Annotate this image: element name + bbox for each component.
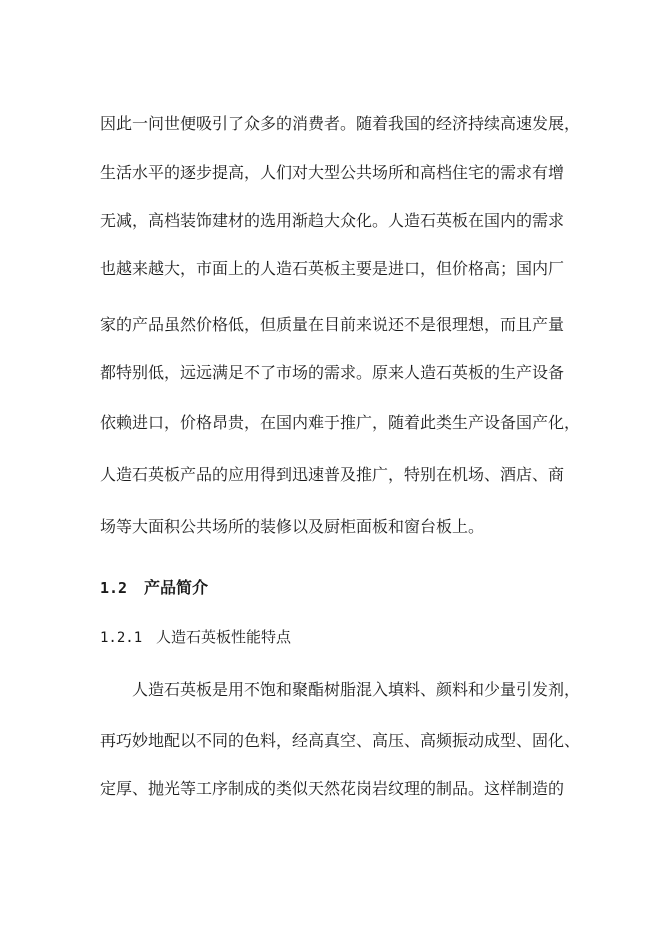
paragraph-1-line-1: 因此一问世便吸引了众多的消费者。随着我国的经济持续高速发展， — [100, 114, 581, 133]
paragraph-1-line-2: 生活水平的逐步提高，人们对大型公共场所和高档住宅的需求有增 — [100, 163, 565, 182]
subsection-title: 人造石英板性能特点 — [156, 628, 292, 646]
paragraph-1-line-4: 也越来越大，市面上的人造石英板主要是进口，但价格高；国内厂 — [100, 259, 565, 278]
paragraph-1-line-3: 无减，高档装饰建材的选用渐趋大众化。人造石英板在国内的需求 — [100, 211, 565, 230]
subsection-heading — [100, 627, 291, 648]
subsection-number: 1.2.1 — [100, 630, 143, 646]
paragraph-1-line-5: 家的产品虽然价格低，但质量在目前来说还不是很理想，而且产量 — [100, 315, 565, 334]
paragraph-1-line-7: 依赖进口，价格昂贵，在国内难于推广，随着此类生产设备国产化， — [100, 413, 581, 432]
paragraph-1-line-6: 都特别低，远远满足不了市场的需求。原来人造石英板的生产设备 — [100, 363, 565, 382]
paragraph-1-line-8: 人造石英板产品的应用得到迅速普及推广，特别在机场、酒店、商 — [100, 465, 565, 484]
section-heading — [100, 578, 208, 598]
section-number: 1.2 — [100, 579, 128, 597]
paragraph-1-line-9: 场等大面积公共场所的装修以及厨柜面板和窗台板上。 — [100, 517, 485, 536]
paragraph-2-line-1: 人造石英板是用不饱和聚酯树脂混入填料、颜料和少量引发剂， — [132, 680, 581, 699]
section-title: 产品简介 — [144, 578, 209, 597]
paragraph-2-line-2: 再巧妙地配以不同的色料，经高真空、高压、高频振动成型、固化、 — [100, 731, 581, 750]
paragraph-2-line-3: 定厚、抛光等工序制成的类似天然花岗岩纹理的制品。这样制造的 — [100, 779, 565, 798]
